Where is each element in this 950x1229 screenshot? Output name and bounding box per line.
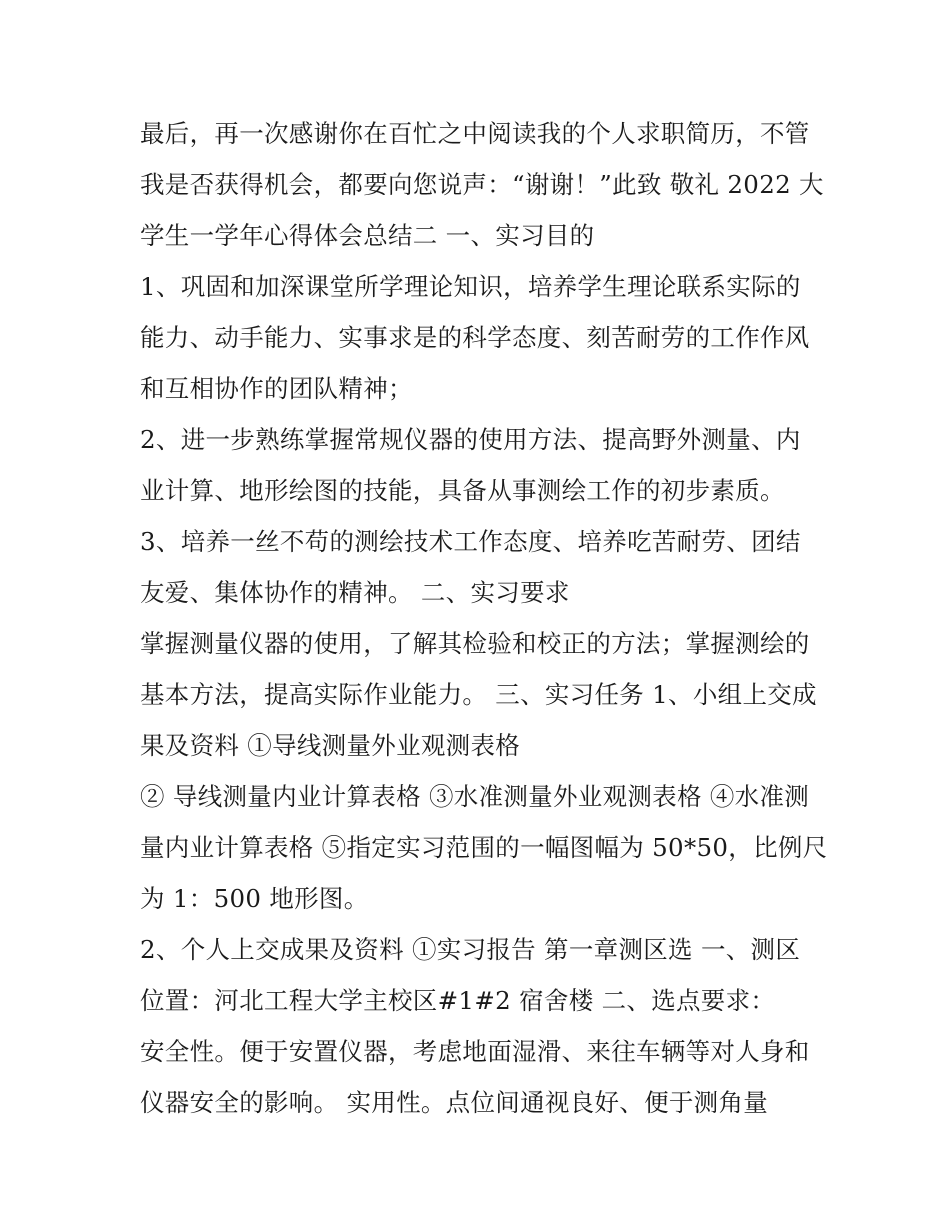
text-line: 位置：河北工程大学主校区#1#2 宿舍楼 二、选点要求： (140, 986, 776, 1015)
document-body (140, 108, 828, 1128)
text-line: 安全性。便于安置仪器，考虑地面湿滑、来往车辆等对人身和 (140, 1037, 810, 1066)
text-line: 最后，再一次感谢你在百忙之中阅读我的个人求职简历，不管 (140, 119, 810, 148)
text-line: ② 导线测量内业计算表格 ③水准测量外业观测表格 ④水准测 (140, 782, 810, 811)
text-line: 我是否获得机会，都要向您说声：“谢谢！”此致 敬礼 2022 大 (140, 170, 824, 199)
text-line: 2、进一步熟练掌握常规仪器的使用方法、提高野外测量、内 (140, 425, 801, 454)
text-line: 业计算、地形绘图的技能，具备从事测绘工作的初步素质。 (140, 476, 785, 505)
text-line: 量内业计算表格 ⑤指定实习范围的一幅图幅为 50*50，比例尺 (140, 833, 828, 862)
text-line: 和互相协作的团队精神； (140, 374, 413, 403)
text-line: 2、个人上交成果及资料 ①实习报告 第一章测区选 一、测区 (140, 935, 801, 964)
text-line: 仪器安全的影响。 实用性。点位间通视良好、便于测角量 (140, 1088, 769, 1117)
text-line: 3、培养一丝不苟的测绘技术工作态度、培养吃苦耐劳、团结 (140, 527, 801, 556)
text-line: 1、巩固和加深课堂所学理论知识，培养学生理论联系实际的 (140, 272, 801, 301)
text-line: 友爱、集体协作的精神。 二、实习要求 (140, 578, 570, 607)
text-line: 为 1：500 地形图。 (140, 884, 369, 913)
text-line: 能力、动手能力、实事求是的科学态度、刻苦耐劳的工作作风 (140, 323, 810, 352)
text-line: 基本方法，提高实际作业能力。 三、实习任务 1、小组上交成 (140, 680, 817, 709)
text-line: 学生一学年心得体会总结二 一、实习目的 (140, 221, 595, 250)
text-line: 果及资料 ①导线测量外业观测表格 (140, 731, 521, 760)
text-line: 掌握测量仪器的使用，了解其检验和校正的方法；掌握测绘的 (140, 629, 810, 658)
